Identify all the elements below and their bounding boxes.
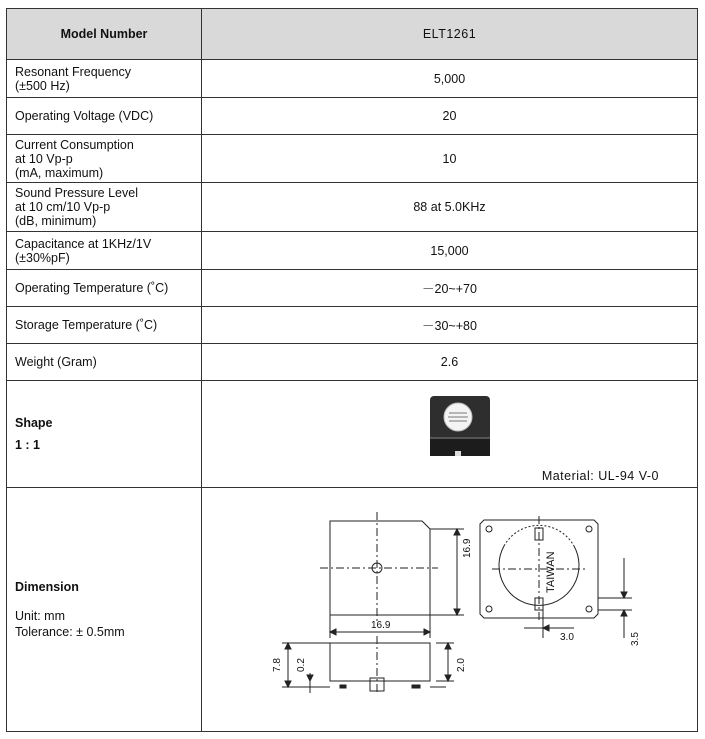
capacitance-value: 15,000 — [202, 232, 698, 270]
dimension-label-cell — [7, 488, 202, 732]
table-row — [7, 344, 698, 381]
current-consumption-label: Current Consumption at 10 Vp-p (mA, maximum) — [7, 135, 202, 183]
dim-height-label: 16.9 — [462, 538, 473, 558]
weight-value: 2.6 — [202, 344, 698, 381]
dimension-drawing — [202, 488, 692, 731]
current-consumption-value: 10 — [202, 135, 698, 183]
table-row — [7, 135, 698, 183]
header-row — [7, 9, 698, 60]
model-number-label: Model Number — [7, 9, 202, 60]
dim-width-label: 16.9 — [371, 620, 391, 631]
operating-voltage-label: Operating Voltage (VDC) — [7, 98, 202, 135]
table-row — [7, 232, 698, 270]
dim-pin-pitch-label: 3.0 — [560, 632, 574, 643]
top-view — [320, 512, 464, 638]
shape-scale: 1 : 1 — [15, 438, 41, 452]
shape-label-cell — [7, 381, 202, 488]
dimension-unit: Unit: mm — [15, 608, 65, 623]
dim-pin-offset-label: 3.5 — [630, 632, 641, 646]
table-row — [7, 98, 698, 135]
sound-pressure-value: 88 at 5.0KHz — [202, 183, 698, 232]
dim-pin-label: 2.0 — [456, 658, 467, 672]
capacitance-label: Capacitance at 1KHz/1V (±30%pF) — [7, 232, 202, 270]
operating-temperature-label: Operating Temperature (˚C) — [7, 270, 202, 307]
side-view — [282, 636, 454, 693]
dim-base-label: 0.2 — [296, 658, 307, 672]
operating-voltage-value: 20 — [202, 98, 698, 135]
resonant-frequency-label: Resonant Frequency (±500 Hz) — [7, 60, 202, 98]
storage-temperature-value: －30~+80 — [202, 307, 698, 344]
dim-total-height-label: 7.8 — [272, 658, 283, 672]
buzzer-photo-icon — [427, 393, 493, 459]
model-number-value: ELT1261 — [202, 9, 698, 60]
table-row — [7, 307, 698, 344]
dimension-title: Dimension — [15, 579, 79, 594]
operating-temperature-value: －20~+70 — [202, 270, 698, 307]
shape-label: Shape — [15, 416, 53, 430]
shape-image-cell — [202, 381, 698, 488]
table-row — [7, 270, 698, 307]
storage-temperature-label: Storage Temperature (˚C) — [7, 307, 202, 344]
sound-pressure-label: Sound Pressure Level at 10 cm/10 Vp-p (dB, minimum) — [7, 183, 202, 232]
table-row — [7, 60, 698, 98]
shape-row — [7, 381, 698, 488]
spec-table — [6, 8, 698, 732]
material-label: Material: UL-94 V-0 — [541, 469, 659, 483]
weight-label: Weight (Gram) — [7, 344, 202, 381]
resonant-frequency-value: 5,000 — [202, 60, 698, 98]
country-marking: TAIWAN — [545, 551, 557, 593]
table-row — [7, 183, 698, 232]
dimension-tolerance: Tolerance: ± 0.5mm — [15, 624, 125, 639]
dimension-row — [7, 488, 698, 732]
dimension-drawing-cell — [202, 488, 698, 732]
